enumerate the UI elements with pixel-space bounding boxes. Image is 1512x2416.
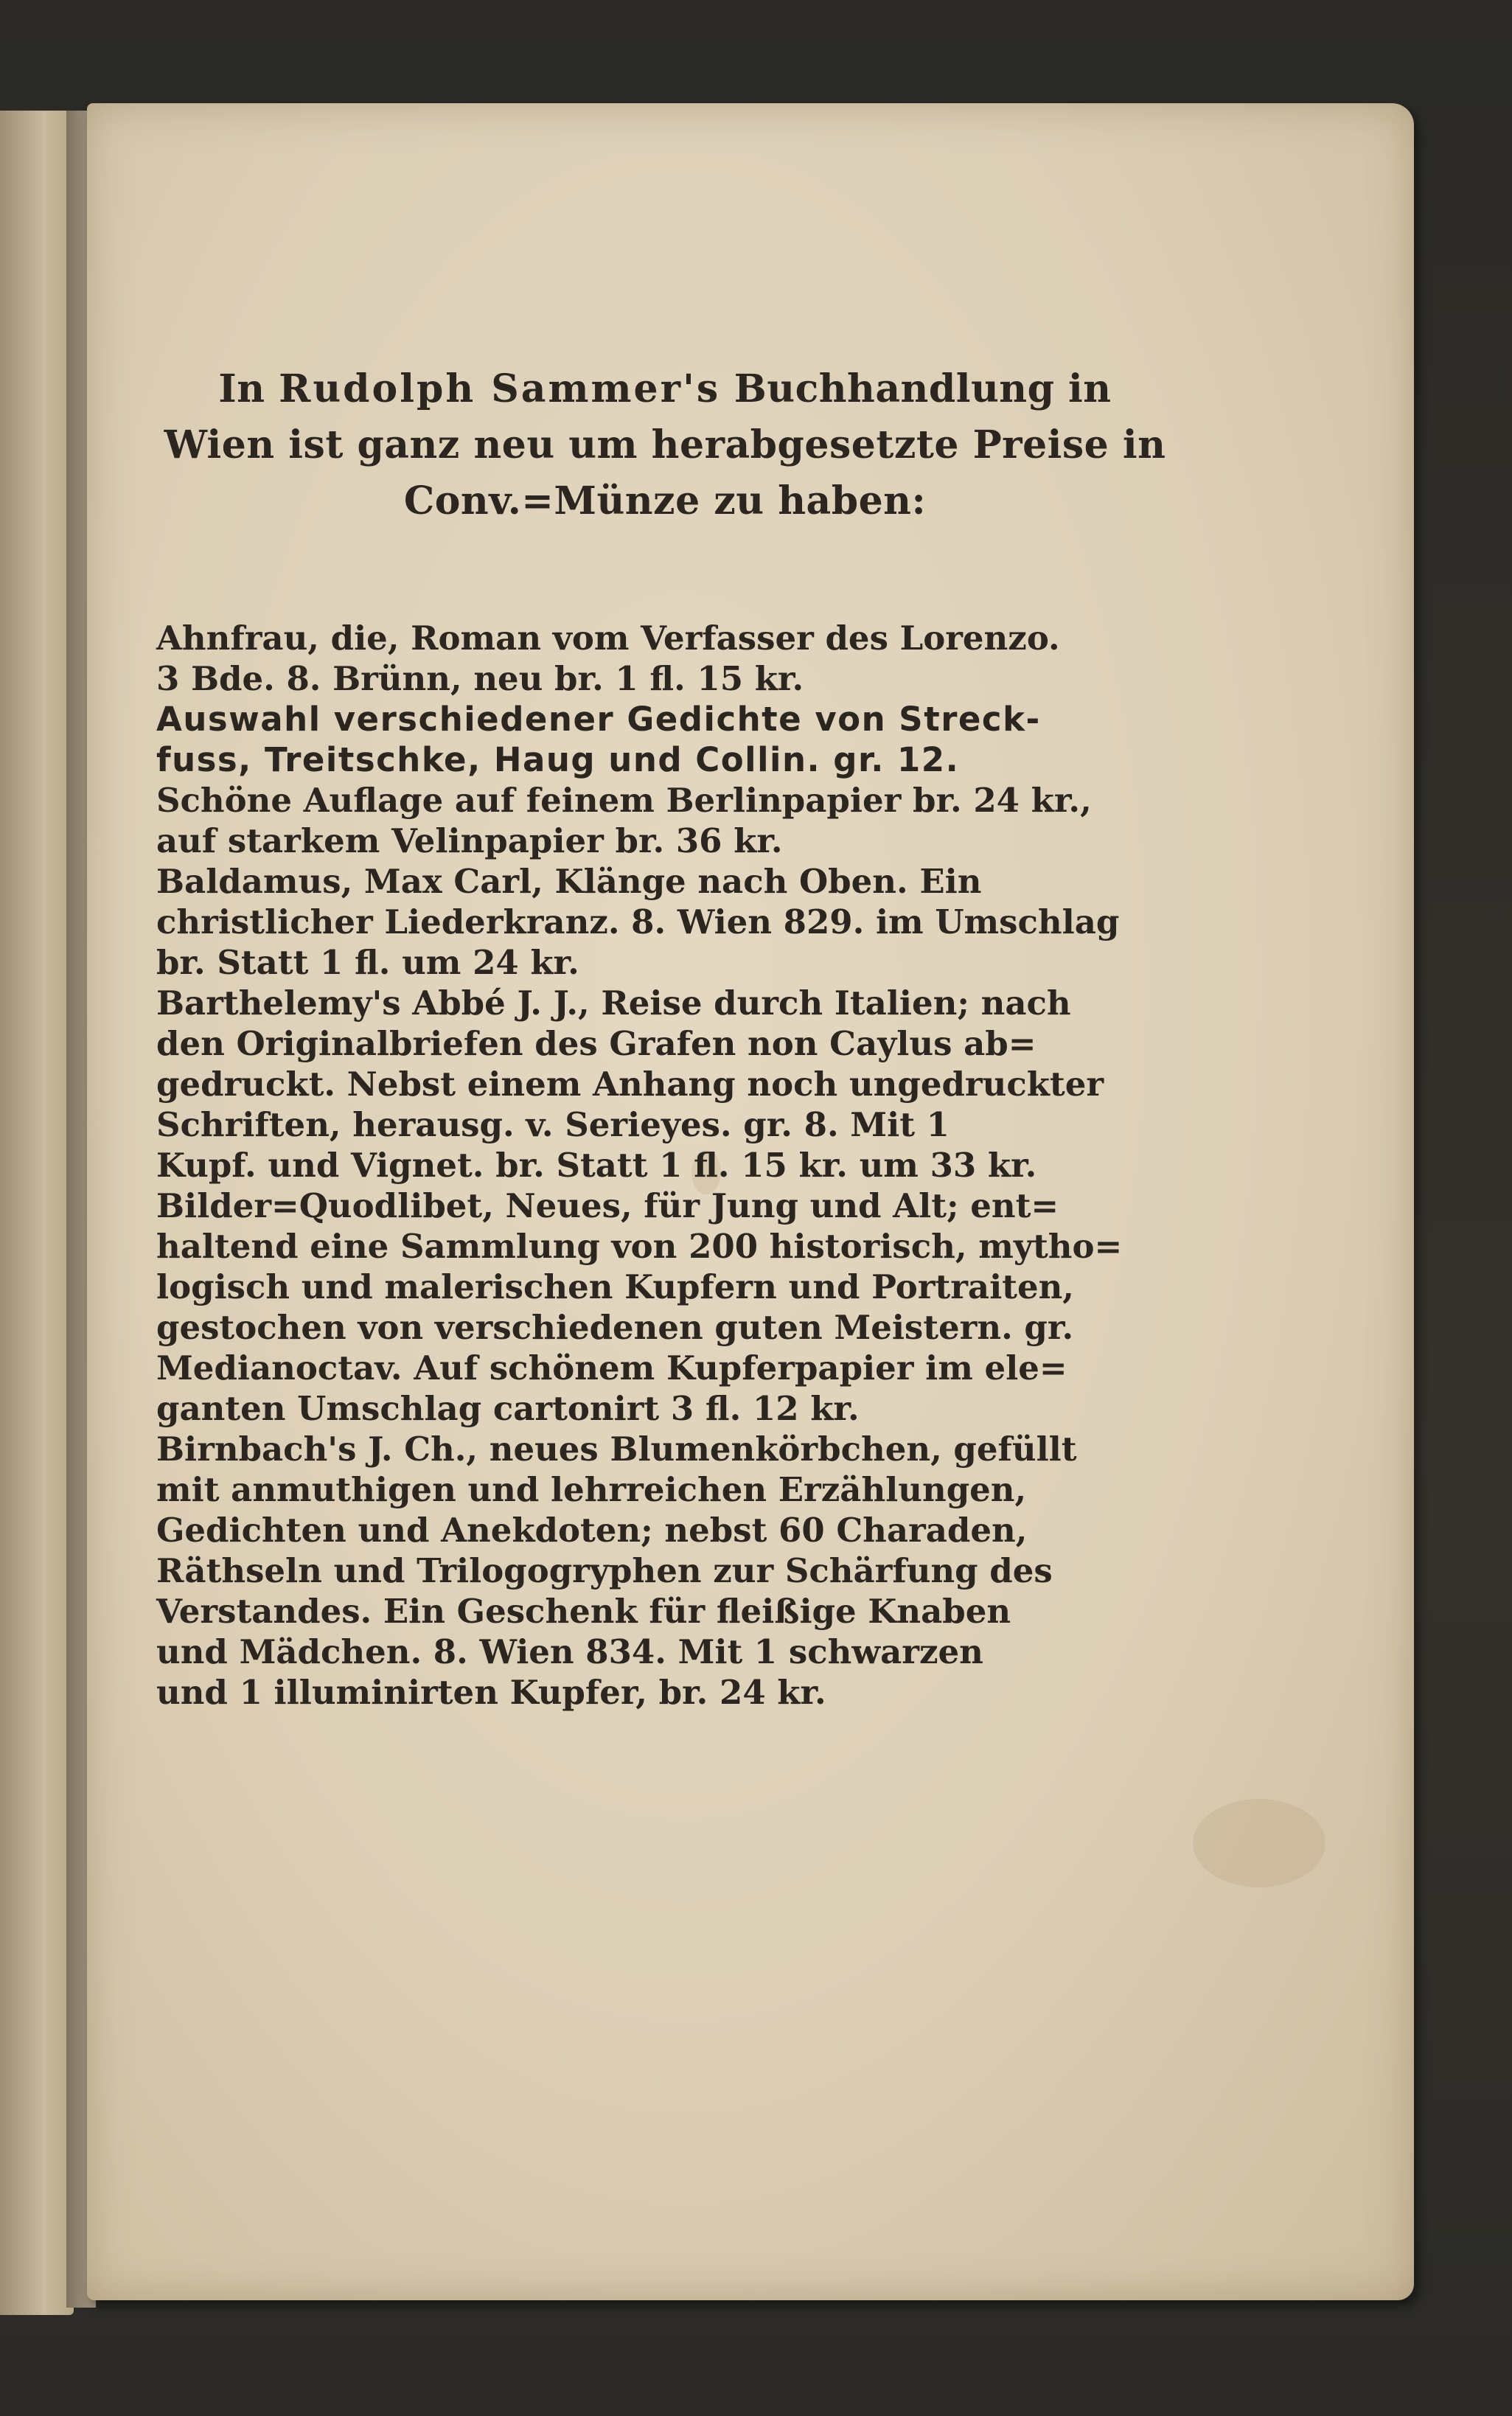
book-entry-auswahl <box>156 699 1174 861</box>
heading-suffix: Buchhandlung in <box>720 366 1112 411</box>
entry-line: fuss, Treitschke, Haug und Collin. gr. 12. <box>156 740 960 779</box>
entry-line: Schöne Auflage auf feinem Berlinpapier br. 24 kr., <box>156 781 1092 820</box>
entry-line: Auswahl verschiedener Gedichte von Streck- <box>156 700 1041 739</box>
entry-line: gedruckt. Nebst einem Anhang noch ungedruckter <box>156 1065 1104 1104</box>
paper-stain <box>1193 1799 1325 1887</box>
entry-line: christlicher Liederkranz. 8. Wien 829. im Umschlag <box>156 902 1120 941</box>
entry-line: und 1 illuminirten Kupfer, br. 24 kr. <box>156 1673 826 1712</box>
entry-line: und Mädchen. 8. Wien 834. Mit 1 schwarzen <box>156 1632 983 1671</box>
book-entry-baldamus <box>156 861 1174 983</box>
entry-line: Bilder=Quodlibet, Neues, für Jung und Alt; ent= <box>156 1186 1059 1225</box>
entry-line: Birnbach's J. Ch., neues Blumenkörbchen, gefüllt <box>156 1430 1077 1469</box>
entry-line: Medianoctav. Auf schönem Kupferpapier im ele= <box>156 1348 1067 1388</box>
heading-line-2: Wien ist ganz neu um herabgesetzte Preise in <box>164 422 1166 467</box>
heading-line-1 <box>156 361 1174 417</box>
book-entry-birnbach <box>156 1429 1174 1713</box>
publisher-name: Rudolph Sammer's <box>279 366 721 411</box>
entry-line: den Originalbriefen des Grafen non Caylus ab= <box>156 1024 1037 1063</box>
entry-line: Barthelemy's Abbé J. J., Reise durch Italien; nach <box>156 984 1071 1023</box>
book-entry-barthelemy <box>156 983 1174 1186</box>
book-entry-bilder-quodlibet <box>156 1186 1174 1429</box>
entry-line: 3 Bde. 8. Brünn, neu br. 1 fl. 15 kr. <box>156 659 804 698</box>
entry-line: Verstandes. Ein Geschenk für fleißige Knaben <box>156 1592 1011 1631</box>
entry-line: gestochen von verschiedenen guten Meistern. gr. <box>156 1308 1074 1347</box>
publisher-heading <box>156 361 1174 529</box>
entry-line: Baldamus, Max Carl, Klänge nach Oben. Ein <box>156 862 982 901</box>
entry-line: Kupf. und Vignet. br. Statt 1 fl. 15 kr. um 33 kr. <box>156 1146 1037 1185</box>
book-entry-ahnfrau <box>156 618 1174 699</box>
heading-line-3: Conv.=Münze zu haben: <box>403 478 927 523</box>
previous-page-edge <box>0 111 74 2315</box>
entry-line: logisch und malerischen Kupfern und Portraiten, <box>156 1267 1074 1306</box>
heading-prefix: In <box>218 366 279 411</box>
entry-line: mit anmuthigen und lehrreichen Erzählungen, <box>156 1470 1027 1509</box>
entry-line: Ahnfrau, die, Roman vom Verfasser des Lorenzo. <box>156 619 1060 658</box>
page-text <box>156 361 1174 1713</box>
entry-line: Gedichten und Anekdoten; nebst 60 Charaden, <box>156 1511 1028 1550</box>
entry-line: Schriften, herausg. v. Serieyes. gr. 8. Mit 1 <box>156 1105 950 1144</box>
entry-line: haltend eine Sammlung von 200 historisch, mytho= <box>156 1227 1123 1266</box>
book-list <box>156 618 1174 1713</box>
entry-line: br. Statt 1 fl. um 24 kr. <box>156 943 579 982</box>
entry-line: ganten Umschlag cartonirt 3 fl. 12 kr. <box>156 1389 860 1428</box>
entry-line: Räthseln und Trilogogryphen zur Schärfung des <box>156 1551 1053 1590</box>
entry-line: auf starkem Velinpapier br. 36 kr. <box>156 821 783 860</box>
